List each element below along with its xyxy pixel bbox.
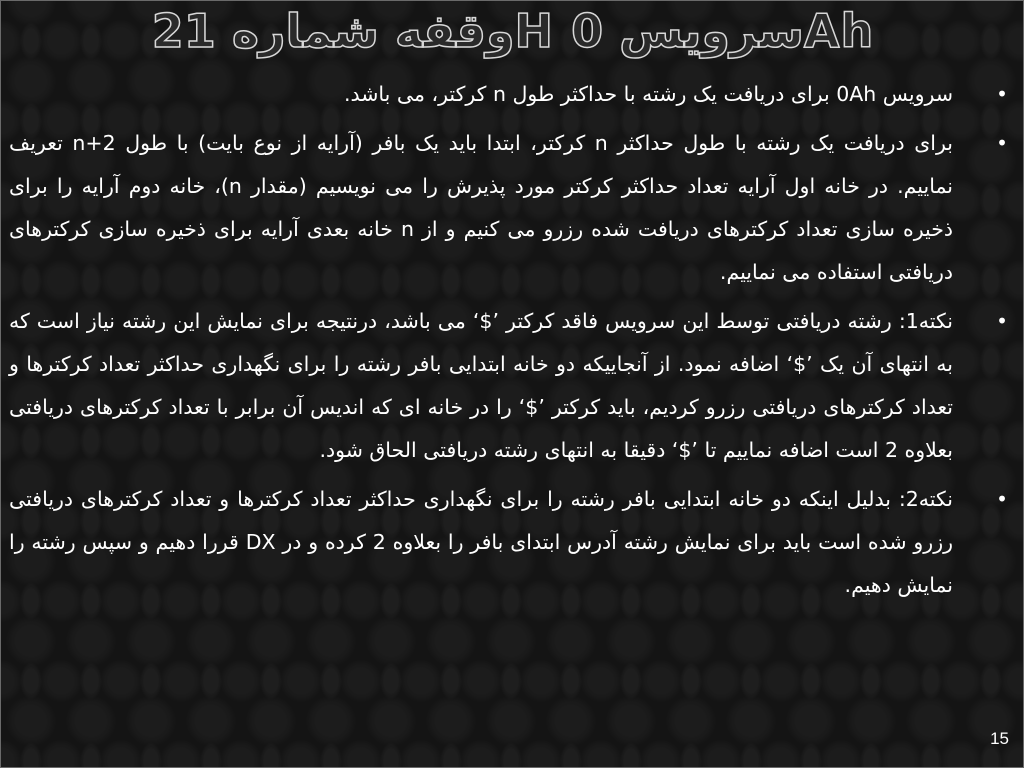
page-number: 15 [990,729,1009,748]
slide-title: وقفه شماره 21H سرویس 0Ah [151,4,875,58]
bullet-text: برای دریافت یک رشته با طول حداکثر n کرکتر، ابتدا باید یک بافر (آرایه از نوع بایت) با طول n+2 تعریف نماییم. در خانه اول آرایه تعداد حداکثر کرکتر مورد پذیرش را می نویسیم (مقدار n)، خانه دوم آرایه را برای ذخیره سازی تعداد کرکترهای دریافت شده رزرو می کنیم و از n خانه بعدی آرایه برای ذخیره سازی کرکترهای دریافتی استفاده می نماییم. [9,131,953,284]
bullet-text: سرویس 0Ah برای دریافت یک رشته با حداکثر طول n کرکتر، می باشد. [343,82,953,106]
bullet-item [9,478,1019,607]
bullet-item [9,73,1019,116]
bullet-dot-icon: • [996,82,1008,106]
bullet-dot-icon: • [996,487,1008,511]
bullet-list [9,73,1019,607]
bullet-dot-icon: • [996,131,1008,155]
slide-content [9,73,1019,613]
bullet-item [9,122,1019,294]
bullet-dot-icon: • [996,309,1008,333]
bullet-item [9,300,1019,472]
bullet-text: نکته2: بدلیل اینکه دو خانه ابتدایی بافر رشته را برای نگهداری حداکثر تعداد کرکترها و تعداد کرکترهای دریافتی رزرو شده است باید برای نمایش رشته آدرس ابتدای بافر را بعلاوه 2 کرده و در DX قررا دهیم و سپس رشته را نمایش دهیم. [9,487,953,597]
bullet-text: نکته1: رشته دریافتی توسط این سرویس فاقد کرکتر ’$‘ می باشد، درنتیجه برای نمایش این رشته نیاز است که به انتهای آن یک ’$‘ اضافه نمود. از آنجاییکه دو خانه ابتدایی بافر رشته را برای نگهداری حداکثر تعداد کرکترها و تعداد کرکترهای دریافتی رزرو کردیم، باید کرکتر ’$‘ را در خانه ای که اندیس آن برابر با تعداد کرکترهای دریافتی بعلاوه 2 است اضافه نماییم تا ’$‘ دقیقا به انتهای رشته دریافتی الحاق شود. [9,309,953,462]
